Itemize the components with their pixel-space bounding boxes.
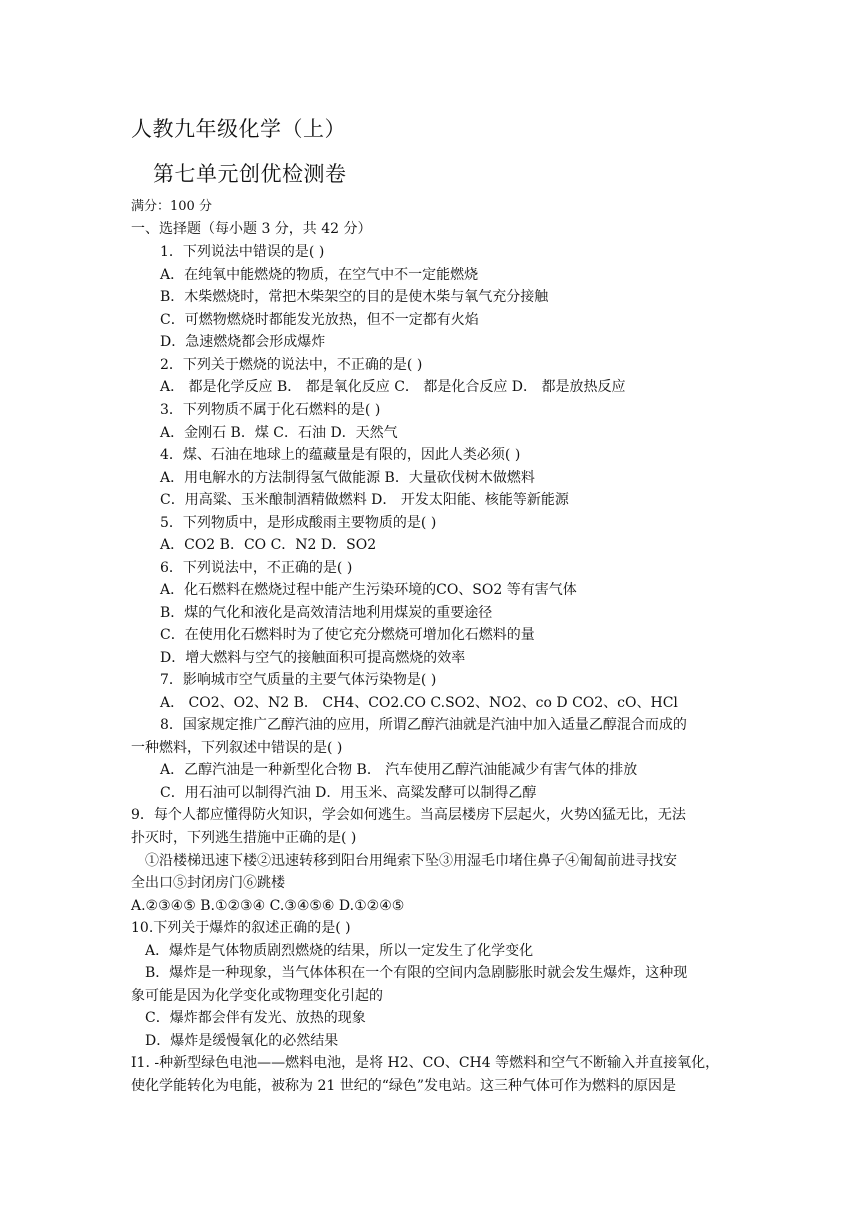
option-10b: B．爆炸是一种现象，当气体体积在一个有限的空间内急剧膨胀时就会发生爆炸，这种现 [145,965,688,981]
option-6c: C．在使用化石燃料时为了使它充分燃烧可增加化石燃料的量 [160,627,535,643]
question-6: 6．下列说法中，不正确的是( ) [160,560,353,576]
options-7: A． CO2、O2、N2 B． CH4、CO2.CO C.SO2、NO2、co D CO2、cO、HCl [160,695,678,711]
option-1a: A．在纯氧中能燃烧的物质，在空气中不一定能燃烧 [160,267,479,283]
options-8cd: C．用石油可以制得汽油 D．用玉米、高粱发酵可以制得乙醇 [160,785,537,801]
question-10: 10.下列关于爆炸的叙述正确的是( ) [131,920,351,936]
option-10b-cont: 象可能是因为化学变化或物理变化引起的 [131,988,383,1004]
options-4cd: C．用高粱、玉米酿制酒精做燃料 D． 开发太阳能、核能等新能源 [160,492,569,508]
score-label: 满分：100 分 [131,199,212,214]
option-10a: A．爆炸是气体物质剧烈燃烧的结果，所以一定发生了化学变化 [145,943,534,959]
question-9-items: ①沿楼梯迅速下楼②迅速转移到阳台用绳索下坠③用湿毛巾堵住鼻子④匍匐前进寻找安 [145,853,677,869]
options-8ab: A．乙醇汽油是一种新型化合物 B． 汽车使用乙醇汽油能减少有害气体的排放 [160,762,638,778]
option-10d: D．爆炸是缓慢氧化的必然结果 [145,1033,339,1049]
question-2: 2．下列关于燃烧的说法中，不正确的是( ) [160,357,423,373]
question-8: 8．国家规定推广乙醇汽油的应用，所谓乙醇汽油就是汽油中加入适量乙醇混合而成的 [160,717,687,733]
option-6b: B．煤的气化和液化是高效清洁地利用煤炭的重要途径 [160,605,493,621]
question-4: 4．煤、石油在地球上的蕴藏量是有限的，因此人类必须( ) [160,447,521,463]
option-6a: A．化石燃料在燃烧过程中能产生污染环境的CO、SO2 等有害气体 [160,582,577,598]
question-8-cont: 一种燃料，下列叙述中错误的是( ) [131,740,343,756]
options-2: A． 都是化学反应 B． 都是氧化反应 C． 都是化合反应 D． 都是放热反应 [160,379,626,395]
options-3: A．金刚石 B．煤 C．石油 D．天然气 [160,425,398,441]
options-4ab: A．用电解水的方法制得氢气做能源 B．大量砍伐树木做燃料 [160,470,535,486]
question-7: 7．影响城市空气质量的主要气体污染物是( ) [160,672,437,688]
option-1b: B．木柴燃烧时，常把木柴架空的目的是使木柴与氧气充分接触 [160,289,549,305]
option-6d: D．增大燃料与空气的接触面积可提高燃烧的效率 [160,650,466,666]
document-title: 人教九年级化学（上） [131,117,346,141]
option-10c: C．爆炸都会伴有发光、放热的现象 [145,1010,366,1026]
question-3: 3．下列物质不属于化石燃料的是( ) [160,402,381,418]
section-heading: 一、选择题（每小题 3 分，共 42 分） [131,221,372,237]
options-9: A.②③④⑤ B.①②③④ C.③④⑤⑥ D.①②④⑤ [131,898,405,914]
options-5: A．CO2 B．CO C．N2 D．SO2 [160,537,377,553]
question-9-items-cont: 全出口⑤封闭房门⑥跳楼 [131,875,285,891]
question-1: 1．下列说法中错误的是( ) [160,244,325,260]
question-11: I1. -种新型绿色电池——燃料电池，是将 H2、CO、CH4 等燃料和空气不断输入并直接氧化， [131,1055,720,1071]
option-1d: D．急速燃烧都会形成爆炸 [160,334,326,350]
question-9-cont: 扑灭时，下列逃生措施中正确的是( ) [131,830,357,846]
question-9: 9．每个人都应懂得防火知识，学会如何逃生。当高层楼房下层起火，火势凶猛无比，无法 [131,807,686,823]
question-11-cont: 使化学能转化为电能，被称为 21 世纪的“绿色”发电站。这三种气体可作为燃料的原因是 [131,1078,677,1094]
option-1c: C．可燃物燃烧时都能发光放热，但不一定都有火焰 [160,312,479,328]
document-subtitle: 第七单元创优检测卷 [153,162,347,186]
question-5: 5．下列物质中，是形成酸雨主要物质的是( ) [160,515,437,531]
